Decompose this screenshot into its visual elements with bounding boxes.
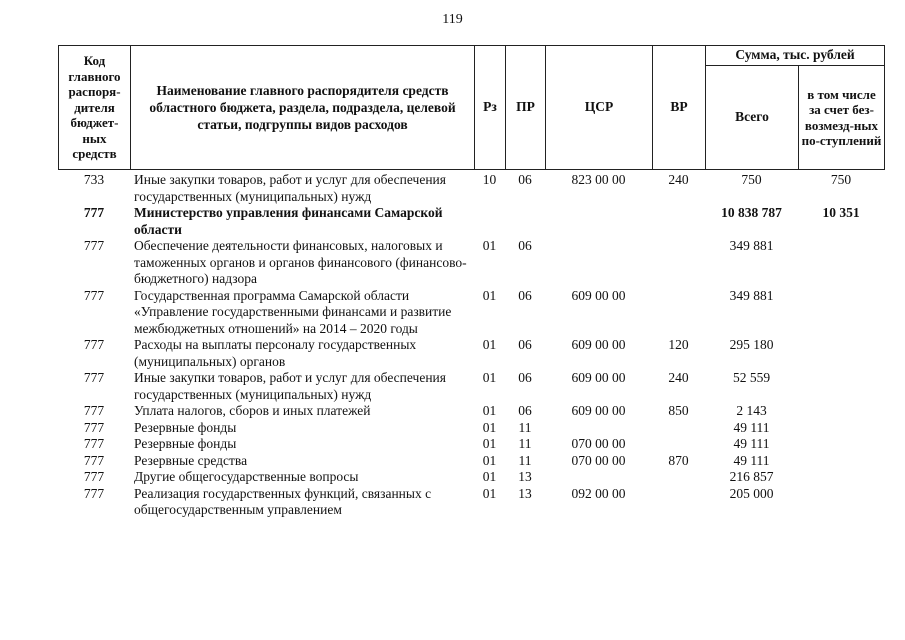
row-csr: 609 00 00 — [571, 287, 626, 303]
row-name: Расходы на выплаты персоналу государственных (муниципальных) органов — [134, 337, 417, 369]
row-code: 733 — [83, 172, 105, 187]
row-vr — [652, 288, 705, 338]
row-code: 777 — [83, 287, 105, 303]
row-csr — [545, 469, 652, 486]
row-code: 777 — [83, 403, 105, 418]
row-gratuitous — [798, 288, 884, 338]
row-csr: 092 00 00 — [571, 485, 626, 501]
row-name: Реализация государственных функций, связанных с общегосударственным управлением — [134, 485, 432, 517]
header-name: Наименование главного распорядителя средств областного бюджета, раздела, подраздела, целевой статьи, подгруппы видов расходов — [131, 46, 475, 170]
row-vr: 870 — [668, 452, 689, 468]
row-vr — [652, 205, 705, 238]
row-csr — [545, 238, 652, 288]
row-total: 49 111 — [733, 452, 770, 468]
table-body — [58, 172, 884, 519]
row-code: 777 — [83, 205, 105, 220]
table-header — [58, 45, 885, 170]
row-pr: 11 — [518, 419, 532, 435]
table-row — [58, 453, 884, 470]
table-row — [58, 238, 884, 288]
row-rz: 01 — [482, 469, 497, 484]
table-row — [58, 436, 884, 453]
table-row — [58, 469, 884, 486]
row-code: 777 — [83, 452, 105, 468]
row-csr: 609 00 00 — [571, 337, 626, 352]
row-name: Министерство управления финансами Самарской области — [134, 205, 443, 237]
row-gratuitous — [798, 453, 884, 470]
table-row — [58, 420, 884, 437]
header-code: Код главного распоря-дителя бюджет-ных средств — [59, 46, 131, 170]
row-pr — [505, 205, 545, 238]
row-pr: 06 — [518, 238, 532, 253]
row-name: Обеспечение деятельности финансовых, налоговых и таможенных органов и органов финансового (финансово-бюджетного) надзора — [134, 238, 467, 286]
row-name: Государственная программа Самарской области «Управление государственными финансами и развитие межбюджетных отношений» на 2014 – 2020 годы — [134, 287, 452, 336]
row-total: 216 857 — [729, 469, 774, 484]
row-gratuitous — [798, 238, 884, 288]
header-gratuitous: в том числе за счет без-возмезд-ных по-ступлений — [799, 66, 885, 170]
row-total: 52 559 — [732, 370, 771, 385]
header-sum: Сумма, тыс. рублей — [706, 46, 885, 66]
row-vr: 850 — [668, 403, 689, 418]
row-rz: 01 — [482, 419, 497, 435]
row-code: 777 — [83, 370, 105, 385]
row-csr — [545, 420, 652, 437]
row-code: 777 — [83, 469, 105, 484]
row-vr: 240 — [668, 172, 689, 187]
table-row — [58, 486, 884, 519]
row-gratuitous: 10 351 — [822, 205, 860, 220]
table-row — [58, 288, 884, 338]
header-pr: ПР — [506, 46, 546, 170]
row-vr: 240 — [668, 370, 689, 385]
row-vr — [652, 486, 705, 519]
row-total: 205 000 — [729, 485, 774, 501]
row-csr: 070 00 00 — [571, 452, 626, 468]
row-gratuitous — [798, 420, 884, 437]
row-total: 2 143 — [736, 403, 767, 418]
row-total: 349 881 — [729, 287, 774, 303]
row-total: 49 111 — [733, 436, 770, 451]
row-rz: 01 — [482, 485, 497, 501]
row-total: 10 838 787 — [721, 205, 782, 220]
row-name: Другие общегосударственные вопросы — [134, 469, 359, 484]
row-rz: 01 — [482, 403, 497, 418]
table-row — [58, 403, 884, 420]
row-csr: 823 00 00 — [571, 172, 626, 187]
row-rz: 01 — [482, 370, 497, 385]
header-vr: ВР — [653, 46, 706, 170]
row-gratuitous — [798, 486, 884, 519]
row-pr: 06 — [518, 370, 532, 385]
row-total: 750 — [741, 172, 762, 187]
row-csr — [545, 205, 652, 238]
row-gratuitous — [798, 370, 884, 403]
table-row — [58, 205, 884, 238]
row-vr — [652, 469, 705, 486]
row-gratuitous — [798, 469, 884, 486]
row-rz: 01 — [482, 238, 497, 253]
row-code: 777 — [83, 337, 105, 352]
page-number: 119 — [442, 12, 463, 27]
row-pr: 06 — [518, 287, 532, 303]
row-gratuitous — [798, 436, 884, 453]
row-name: Иные закупки товаров, работ и услуг для обеспечения государственных (муниципальных) нужд — [134, 172, 446, 204]
row-pr: 06 — [518, 403, 532, 418]
header-csr: ЦСР — [546, 46, 653, 170]
row-name: Резервные фонды — [134, 436, 237, 451]
row-pr: 06 — [518, 337, 532, 352]
row-rz: 01 — [482, 436, 497, 451]
table-row — [58, 337, 884, 370]
row-total: 49 111 — [733, 419, 770, 435]
row-vr — [652, 238, 705, 288]
row-total: 349 881 — [729, 238, 774, 253]
row-pr: 11 — [518, 436, 532, 451]
row-code: 777 — [83, 485, 105, 501]
row-gratuitous: 750 — [830, 172, 852, 187]
row-name: Резервные средства — [134, 452, 248, 468]
row-name: Иные закупки товаров, работ и услуг для обеспечения государственных (муниципальных) нужд — [134, 370, 446, 402]
row-rz: 01 — [482, 337, 497, 352]
header-rz: Рз — [475, 46, 506, 170]
row-name: Уплата налогов, сборов и иных платежей — [134, 403, 371, 418]
row-csr: 609 00 00 — [571, 370, 626, 385]
header-total: Всего — [706, 66, 799, 170]
row-vr — [652, 420, 705, 437]
row-pr: 06 — [518, 172, 532, 187]
row-code: 777 — [83, 238, 105, 253]
row-pr: 11 — [518, 452, 532, 468]
table-row — [58, 172, 884, 205]
table-row — [58, 370, 884, 403]
row-rz — [474, 205, 505, 238]
row-csr: 070 00 00 — [571, 436, 626, 451]
row-rz: 01 — [482, 287, 497, 303]
row-gratuitous — [798, 403, 884, 420]
row-rz: 10 — [482, 172, 497, 187]
row-pr: 13 — [518, 485, 532, 501]
row-rz: 01 — [482, 452, 497, 468]
row-gratuitous — [798, 337, 884, 370]
row-vr — [652, 436, 705, 453]
row-code: 777 — [83, 436, 105, 451]
row-total: 295 180 — [729, 337, 774, 352]
row-csr: 609 00 00 — [571, 403, 626, 418]
row-vr: 120 — [668, 337, 689, 352]
row-code: 777 — [83, 419, 105, 435]
row-pr: 13 — [518, 469, 532, 484]
row-name: Резервные фонды — [134, 419, 237, 435]
